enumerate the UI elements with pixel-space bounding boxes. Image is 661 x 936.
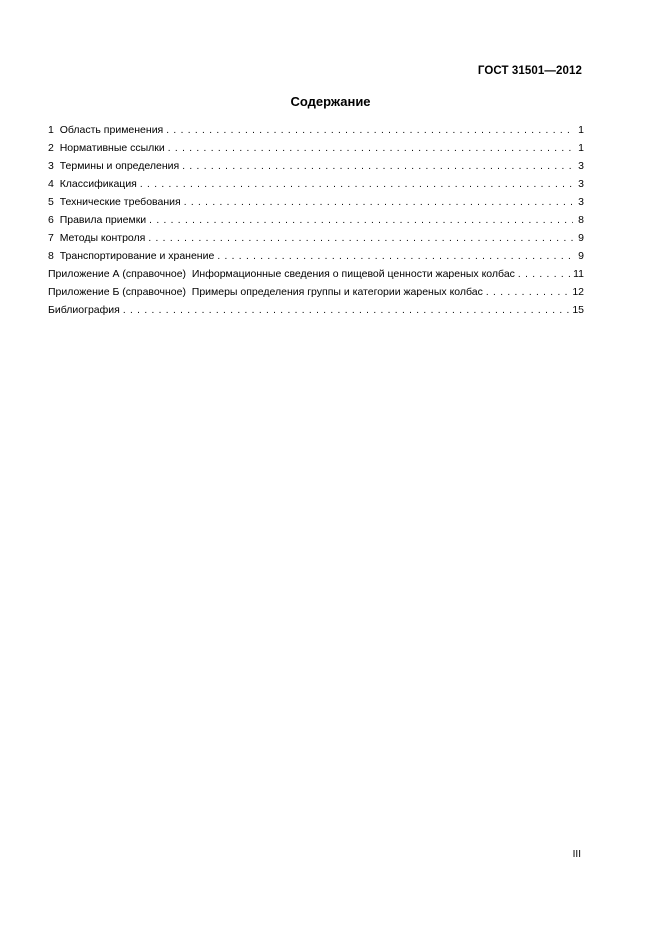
- toc-entry-page: 11: [573, 268, 584, 280]
- toc-entry-page: 12: [572, 286, 584, 298]
- toc-entry-label: Библиография: [48, 304, 120, 316]
- dot-leader: [168, 140, 573, 158]
- toc-entry-number: 8: [48, 250, 54, 262]
- toc-entry-label: Термины и определения: [59, 160, 180, 172]
- dot-leader: [518, 266, 570, 284]
- toc-entry-label: Методы контроля: [59, 232, 146, 244]
- toc-entry-page: 9: [578, 232, 584, 244]
- toc-entry-appendix-b[interactable]: [48, 283, 584, 301]
- toc-entry-1[interactable]: [48, 121, 584, 139]
- toc-entry-label: Приложение Б (справочное) Примеры определения группы и категории жареных колбас: [48, 286, 483, 298]
- toc-entry-label: Классификация: [59, 178, 137, 190]
- toc-entry-number: 3: [48, 160, 54, 172]
- document-code: ГОСТ 31501—2012: [477, 65, 582, 77]
- toc-entry-bibliography[interactable]: [48, 301, 584, 319]
- toc-entry-3[interactable]: [48, 157, 584, 175]
- dot-leader: [149, 212, 573, 230]
- toc-entry-appendix-a[interactable]: [48, 265, 584, 283]
- toc-entry-label: Технические требования: [59, 196, 181, 208]
- dot-leader: [148, 230, 573, 248]
- toc-entry-page: 1: [578, 142, 584, 154]
- toc-entry-label: Транспортирование и хранение: [59, 250, 215, 262]
- dot-leader: [123, 302, 569, 320]
- dot-leader: [182, 158, 573, 176]
- toc-entry-5[interactable]: [48, 193, 584, 211]
- dot-leader: [486, 284, 569, 302]
- toc-entry-7[interactable]: [48, 229, 584, 247]
- toc-entry-page: 1: [578, 124, 584, 136]
- toc-title: Содержание: [290, 94, 371, 109]
- toc-entry-label: Приложение А (справочное) Информационные сведения о пищевой ценности жареных колбас: [48, 268, 515, 280]
- toc-entry-page: 3: [578, 160, 584, 172]
- toc-entry-page: 3: [578, 196, 584, 208]
- toc-entry-4[interactable]: [48, 175, 584, 193]
- toc-entry-number: 7: [48, 232, 54, 244]
- toc-entry-label: Нормативные ссылки: [59, 142, 165, 154]
- toc-entry-page: 9: [578, 250, 584, 262]
- toc-entry-2[interactable]: [48, 139, 584, 157]
- dot-leader: [184, 194, 573, 212]
- toc-entry-number: 4: [48, 178, 54, 190]
- table-of-contents: [48, 121, 584, 319]
- dot-leader: [166, 122, 573, 140]
- toc-entry-8[interactable]: [48, 247, 584, 265]
- toc-entry-number: 2: [48, 142, 54, 154]
- page-number: III: [572, 849, 581, 860]
- toc-entry-label: Область применения: [59, 124, 164, 136]
- toc-entry-page: 8: [578, 214, 584, 226]
- toc-entry-page: 15: [572, 304, 584, 316]
- dot-leader: [140, 176, 573, 194]
- toc-entry-6[interactable]: [48, 211, 584, 229]
- dot-leader: [217, 248, 573, 266]
- toc-entry-number: 1: [48, 124, 54, 136]
- toc-entry-page: 3: [578, 178, 584, 190]
- toc-entry-number: 6: [48, 214, 54, 226]
- toc-entry-label: Правила приемки: [59, 214, 147, 226]
- toc-entry-number: 5: [48, 196, 54, 208]
